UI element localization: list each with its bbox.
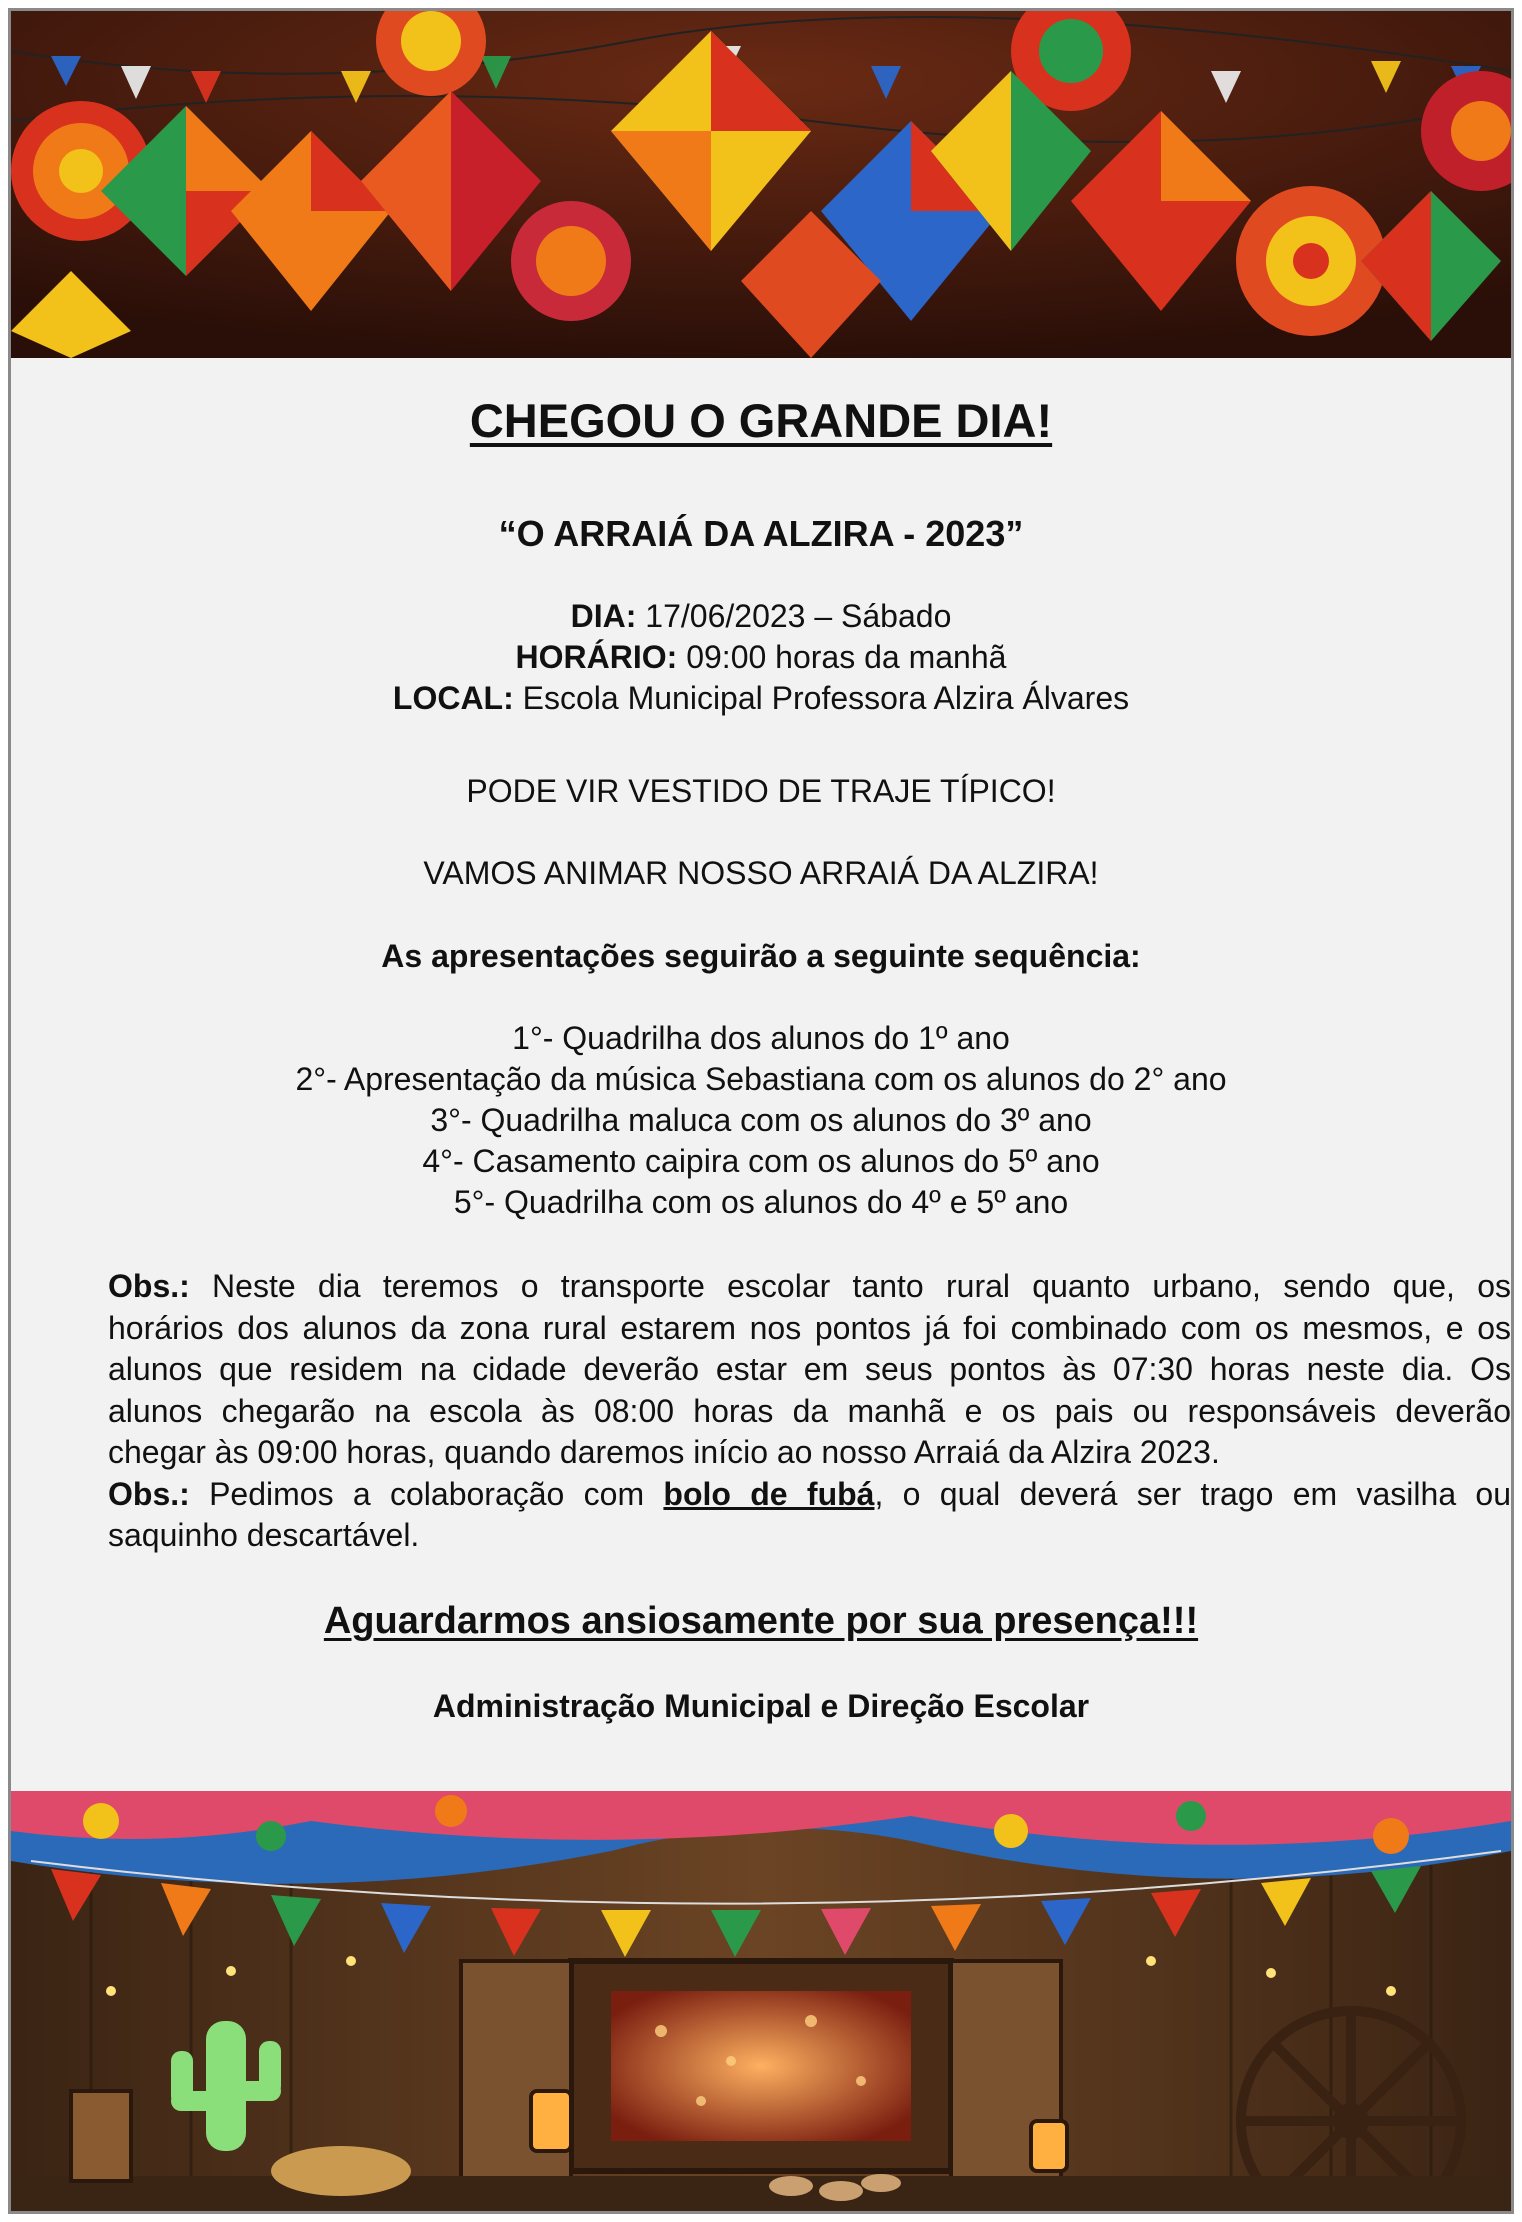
day-label: DIA: xyxy=(570,598,637,634)
obs1-line: horários dos alunos da zona rural estarem nos pontos já foi combinado com os mesmos, e os xyxy=(108,1309,1511,1346)
obs1-line: alunos que residem na cidade deverão estar em seus pontos às 07:30 horas neste dia. Os xyxy=(108,1351,1511,1387)
flyer-body xyxy=(11,358,1511,1791)
flyer-frame xyxy=(8,8,1514,2214)
signature: Administração Municipal e Direção Escolar xyxy=(432,1688,1090,1724)
schedule-item: 2°- Apresentação da música Sebastiana com os alunos do 2° ano xyxy=(295,1061,1227,1097)
top-banner-lanterns-image xyxy=(11,11,1511,358)
day-value: 17/06/2023 – Sábado xyxy=(636,598,952,634)
obs1-line: alunos chegarão na escola às 08:00 horas da manhã e os pais ou responsáveis deverão xyxy=(108,1392,1511,1429)
time-label: HORÁRIO: xyxy=(515,639,678,675)
schedule-item: 1°- Quadrilha dos alunos do 1º ano xyxy=(512,1020,1010,1056)
schedule-item: 5°- Quadrilha com os alunos do 4º e 5º ano xyxy=(453,1184,1069,1220)
cake-highlight: bolo de fubá xyxy=(663,1475,875,1512)
schedule-item: 4°- Casamento caipira com os alunos do 5º ano xyxy=(422,1143,1100,1179)
closing-message: Aguardarmos ansiosamente por sua presença!!! xyxy=(323,1600,1199,1642)
schedule-heading: As apresentações seguirão a seguinte sequência: xyxy=(381,938,1141,974)
obs1-label: Obs.: xyxy=(108,1268,190,1304)
place-value: Escola Municipal Professora Alzira Álvares xyxy=(513,680,1130,716)
event-name: “O ARRAIÁ DA ALZIRA - 2023” xyxy=(498,513,1024,554)
schedule-item: 3°- Quadrilha maluca com os alunos do 3º ano xyxy=(430,1102,1092,1138)
bottom-banner-festa-image xyxy=(11,1791,1511,2211)
event-details xyxy=(11,596,1511,719)
place-line xyxy=(11,678,1511,719)
costume-note: PODE VIR VESTIDO DE TRAJE TÍPICO! xyxy=(466,773,1056,809)
obs1-line: Obs.: Neste dia teremos o transporte escolar tanto rural quanto urbano, sendo que, os xyxy=(108,1268,1511,1304)
observations xyxy=(108,1266,1511,1557)
time-line xyxy=(11,637,1511,678)
obs2-label: Obs.: xyxy=(108,1475,190,1512)
place-label: LOCAL: xyxy=(392,680,514,716)
obs2-line: saquinho descartável. xyxy=(108,1517,420,1553)
schedule-list xyxy=(11,1018,1511,1223)
obs1-line: chegar às 09:00 horas, quando daremos início ao nosso Arraiá da Alzira 2023. xyxy=(108,1434,1220,1470)
day-line xyxy=(11,596,1511,637)
time-value: 09:00 horas da manhã xyxy=(677,639,1007,675)
cheer-text: VAMOS ANIMAR NOSSO ARRAIÁ DA ALZIRA! xyxy=(423,855,1099,891)
page-title: CHEGOU O GRANDE DIA! xyxy=(469,394,1053,447)
obs2-line: Obs.: Pedimos a colaboração com bolo de fubá, o qual deverá ser trago em vasilha ou xyxy=(108,1475,1512,1512)
